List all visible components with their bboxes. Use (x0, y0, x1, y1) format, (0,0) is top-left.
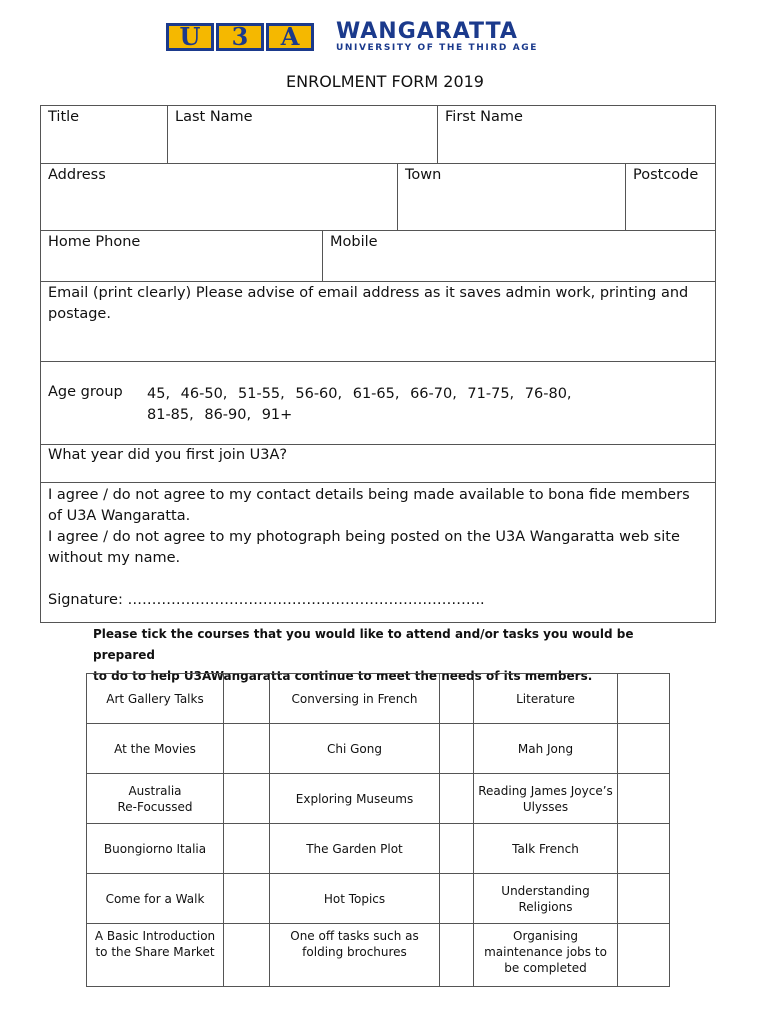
course-tick-box[interactable] (617, 674, 669, 723)
u3a-badge (166, 23, 316, 51)
enrolment-form (40, 105, 716, 623)
org-name-block (336, 21, 538, 53)
email-label-line2: postage. (48, 306, 111, 322)
title-field[interactable] (41, 106, 167, 163)
consent-row (41, 483, 715, 622)
consent-contact-line1[interactable]: I agree / do not agree to my contact details being made available to bona fide members (48, 487, 690, 503)
consent-photo-line2: without my name. (48, 550, 181, 566)
course-tick-box[interactable] (223, 774, 269, 823)
course-name: Understanding Religions (473, 874, 617, 923)
course-name: One off tasks such as folding brochures (269, 924, 439, 986)
org-tagline: UNIVERSITY OF THE THIRD AGE (336, 43, 538, 53)
course-name: Organising maintenance jobs to be completed (473, 924, 617, 986)
course-tick-box[interactable] (223, 724, 269, 773)
course-name: Literature (473, 674, 617, 723)
first-name-label: First Name (445, 109, 523, 125)
town-field[interactable] (397, 164, 625, 230)
course-name: Come for a Walk (105, 891, 205, 906)
u3a-logo (166, 19, 538, 53)
age-options-line2[interactable]: 81-85, 86-90, 91+ (147, 407, 293, 423)
course-tick-box[interactable] (439, 774, 473, 823)
form-title: ENROLMENT FORM 2019 (286, 72, 484, 91)
first-joined-label: What year did you first join U3A? (48, 447, 288, 463)
course-tick-box[interactable] (617, 774, 669, 823)
course-name: Mah Jong (473, 724, 617, 773)
org-name: WANGARATTA (336, 19, 518, 44)
consent-text (48, 485, 695, 611)
course-name: Australia Re-Focussed (117, 783, 193, 814)
consent-photo-line1[interactable]: I agree / do not agree to my photograph being posted on the U3A Wangaratta web site (48, 529, 680, 545)
title-label: Title (48, 109, 80, 125)
course-tick-box[interactable] (223, 824, 269, 873)
course-name: Exploring Museums (269, 774, 439, 823)
last-name-label: Last Name (175, 109, 253, 125)
course-tick-box[interactable] (617, 724, 669, 773)
course-tick-box[interactable] (617, 924, 669, 986)
age-group-label: Age group (48, 384, 123, 400)
home-phone-label: Home Phone (48, 234, 141, 250)
course-tick-box[interactable] (223, 874, 269, 923)
course-name: A Basic Introduction to the Share Market (94, 929, 216, 959)
course-name: Conversing in French (269, 674, 439, 723)
name-row (41, 106, 715, 164)
age-group-row[interactable] (41, 362, 715, 445)
mobile-label: Mobile (330, 234, 378, 250)
course-row (87, 674, 669, 724)
course-row (87, 874, 669, 924)
course-tick-box[interactable] (223, 924, 269, 986)
phone-row (41, 231, 715, 282)
course-name: Talk French (473, 824, 617, 873)
instructions-line2: to do to help U3AWangaratta continue to meet the needs of its members. (93, 669, 593, 683)
first-joined-row[interactable] (41, 445, 715, 483)
course-name: Art Gallery Talks (106, 691, 204, 706)
u3a-letter-u: U (166, 23, 214, 51)
email-label-line1: Email (print clearly) Please advise of email address as it saves admin work, printing and (48, 285, 689, 301)
email-row[interactable] (41, 282, 715, 362)
age-options-line1[interactable]: 45, 46-50, 51-55, 56-60, 61-65, 66-70, 71-75, 76-80, (147, 386, 572, 402)
postcode-label: Postcode (633, 167, 699, 183)
address-row (41, 164, 715, 231)
email-label (48, 283, 695, 325)
course-name: Hot Topics (269, 874, 439, 923)
mobile-field[interactable] (322, 231, 715, 281)
course-tick-box[interactable] (439, 724, 473, 773)
course-name: The Garden Plot (269, 824, 439, 873)
u3a-letter-a: A (266, 23, 314, 51)
course-row (87, 774, 669, 824)
course-row (87, 824, 669, 874)
course-tick-box[interactable] (617, 824, 669, 873)
address-label: Address (48, 167, 106, 183)
course-name: Buongiorno Italia (103, 841, 207, 856)
course-name: At the Movies (114, 741, 196, 756)
last-name-field[interactable] (167, 106, 437, 163)
course-tick-box[interactable] (439, 924, 473, 986)
u3a-letter-3: 3 (216, 23, 264, 51)
course-tick-box[interactable] (439, 674, 473, 723)
course-name: Chi Gong (269, 724, 439, 773)
address-field[interactable] (41, 164, 397, 230)
course-tick-box[interactable] (439, 824, 473, 873)
courses-table (86, 673, 670, 987)
course-tick-box[interactable] (617, 874, 669, 923)
course-tick-box[interactable] (223, 674, 269, 723)
first-name-field[interactable] (437, 106, 715, 163)
consent-contact-line2: of U3A Wangaratta. (48, 508, 191, 524)
town-label: Town (405, 167, 442, 183)
course-tick-box[interactable] (439, 874, 473, 923)
instructions-line1: Please tick the courses that you would like to attend and/or tasks you would be prepared (93, 627, 634, 662)
home-phone-field[interactable] (41, 231, 322, 281)
course-row (87, 724, 669, 774)
postcode-field[interactable] (625, 164, 715, 230)
course-row (87, 924, 669, 986)
course-name: Reading James Joyce’s Ulysses (473, 774, 617, 823)
signature-line[interactable]: Signature: ……………………………………………………………….. (48, 592, 485, 608)
age-group-options[interactable] (147, 384, 647, 426)
